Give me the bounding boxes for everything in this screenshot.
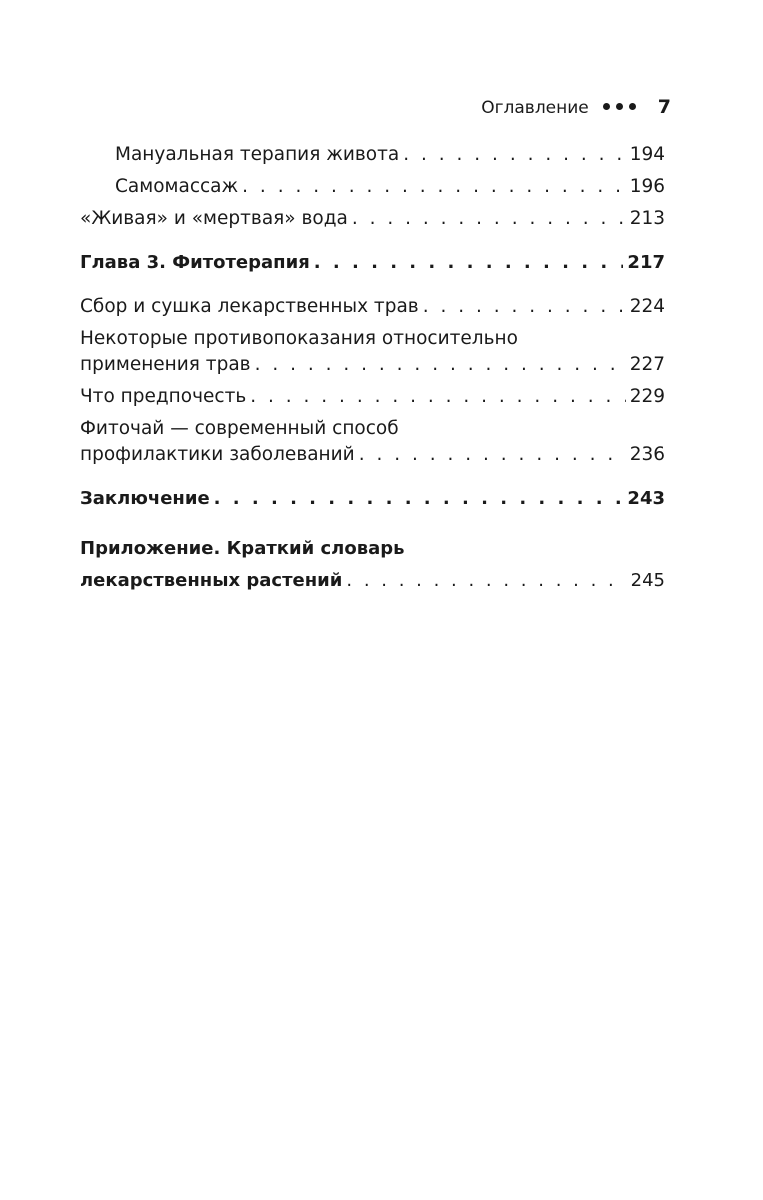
dot-leader (359, 442, 626, 468)
running-head-section: Оглавление (481, 98, 589, 118)
dot-leader (255, 352, 626, 378)
toc-entry[interactable] (80, 142, 665, 168)
toc-entry-title: Глава 3. Фитотерапия (80, 252, 310, 273)
toc-entry-title: профилактики заболеваний (80, 444, 355, 465)
toc-entry[interactable] (80, 326, 665, 378)
dot-leader (314, 250, 624, 276)
toc-entry-page: 224 (629, 296, 665, 317)
dot-leader (214, 486, 624, 512)
dot-leader (346, 568, 626, 594)
toc-chapter-entry[interactable] (80, 486, 665, 512)
toc-entry[interactable] (80, 416, 665, 468)
toc-entry-title: Заключение (80, 488, 210, 509)
toc-entry-title: Что предпочесть (80, 386, 247, 407)
dot-leader (352, 206, 626, 232)
toc-entry-title: Мануальная терапия живота (115, 144, 400, 165)
dot-leader (250, 384, 625, 410)
toc-entry[interactable] (80, 294, 665, 320)
dot-leader (242, 174, 626, 200)
toc-entry-page: 217 (627, 252, 665, 273)
toc-entry-page: 194 (629, 144, 665, 165)
toc-entry-title-line1: Некоторые противопоказания относительно (80, 328, 518, 349)
toc-entry-title: «Живая» и «мертвая» вода (80, 208, 348, 229)
running-head (481, 96, 671, 118)
toc-chapter-entry[interactable] (80, 250, 665, 276)
toc-entry-page: 245 (630, 570, 665, 591)
toc-entry-title-line1: Приложение. Краткий словарь (80, 538, 405, 559)
dot-leader (423, 294, 626, 320)
toc-entry-page: 196 (629, 176, 665, 197)
toc-entry-page: 243 (627, 488, 665, 509)
dot-leader (403, 142, 625, 168)
toc-entry-page: 227 (629, 354, 665, 375)
toc-entry[interactable] (80, 174, 665, 200)
table-of-contents (80, 142, 665, 594)
toc-entry-page: 229 (629, 386, 665, 407)
page-number: 7 (657, 96, 671, 118)
ornament-dots-icon (603, 103, 636, 110)
toc-entry[interactable] (80, 206, 665, 232)
toc-entry-title: лекарственных растений (80, 570, 343, 591)
toc-entry-page: 236 (629, 444, 665, 465)
toc-entry-title: применения трав (80, 354, 251, 375)
toc-entry[interactable] (80, 384, 665, 410)
toc-entry-title-line1: Фиточай — современный способ (80, 418, 399, 439)
toc-chapter-entry[interactable] (80, 536, 665, 594)
toc-entry-title: Самомассаж (115, 176, 239, 197)
toc-entry-title: Сбор и сушка лекарственных трав (80, 296, 419, 317)
toc-entry-page: 213 (629, 208, 665, 229)
